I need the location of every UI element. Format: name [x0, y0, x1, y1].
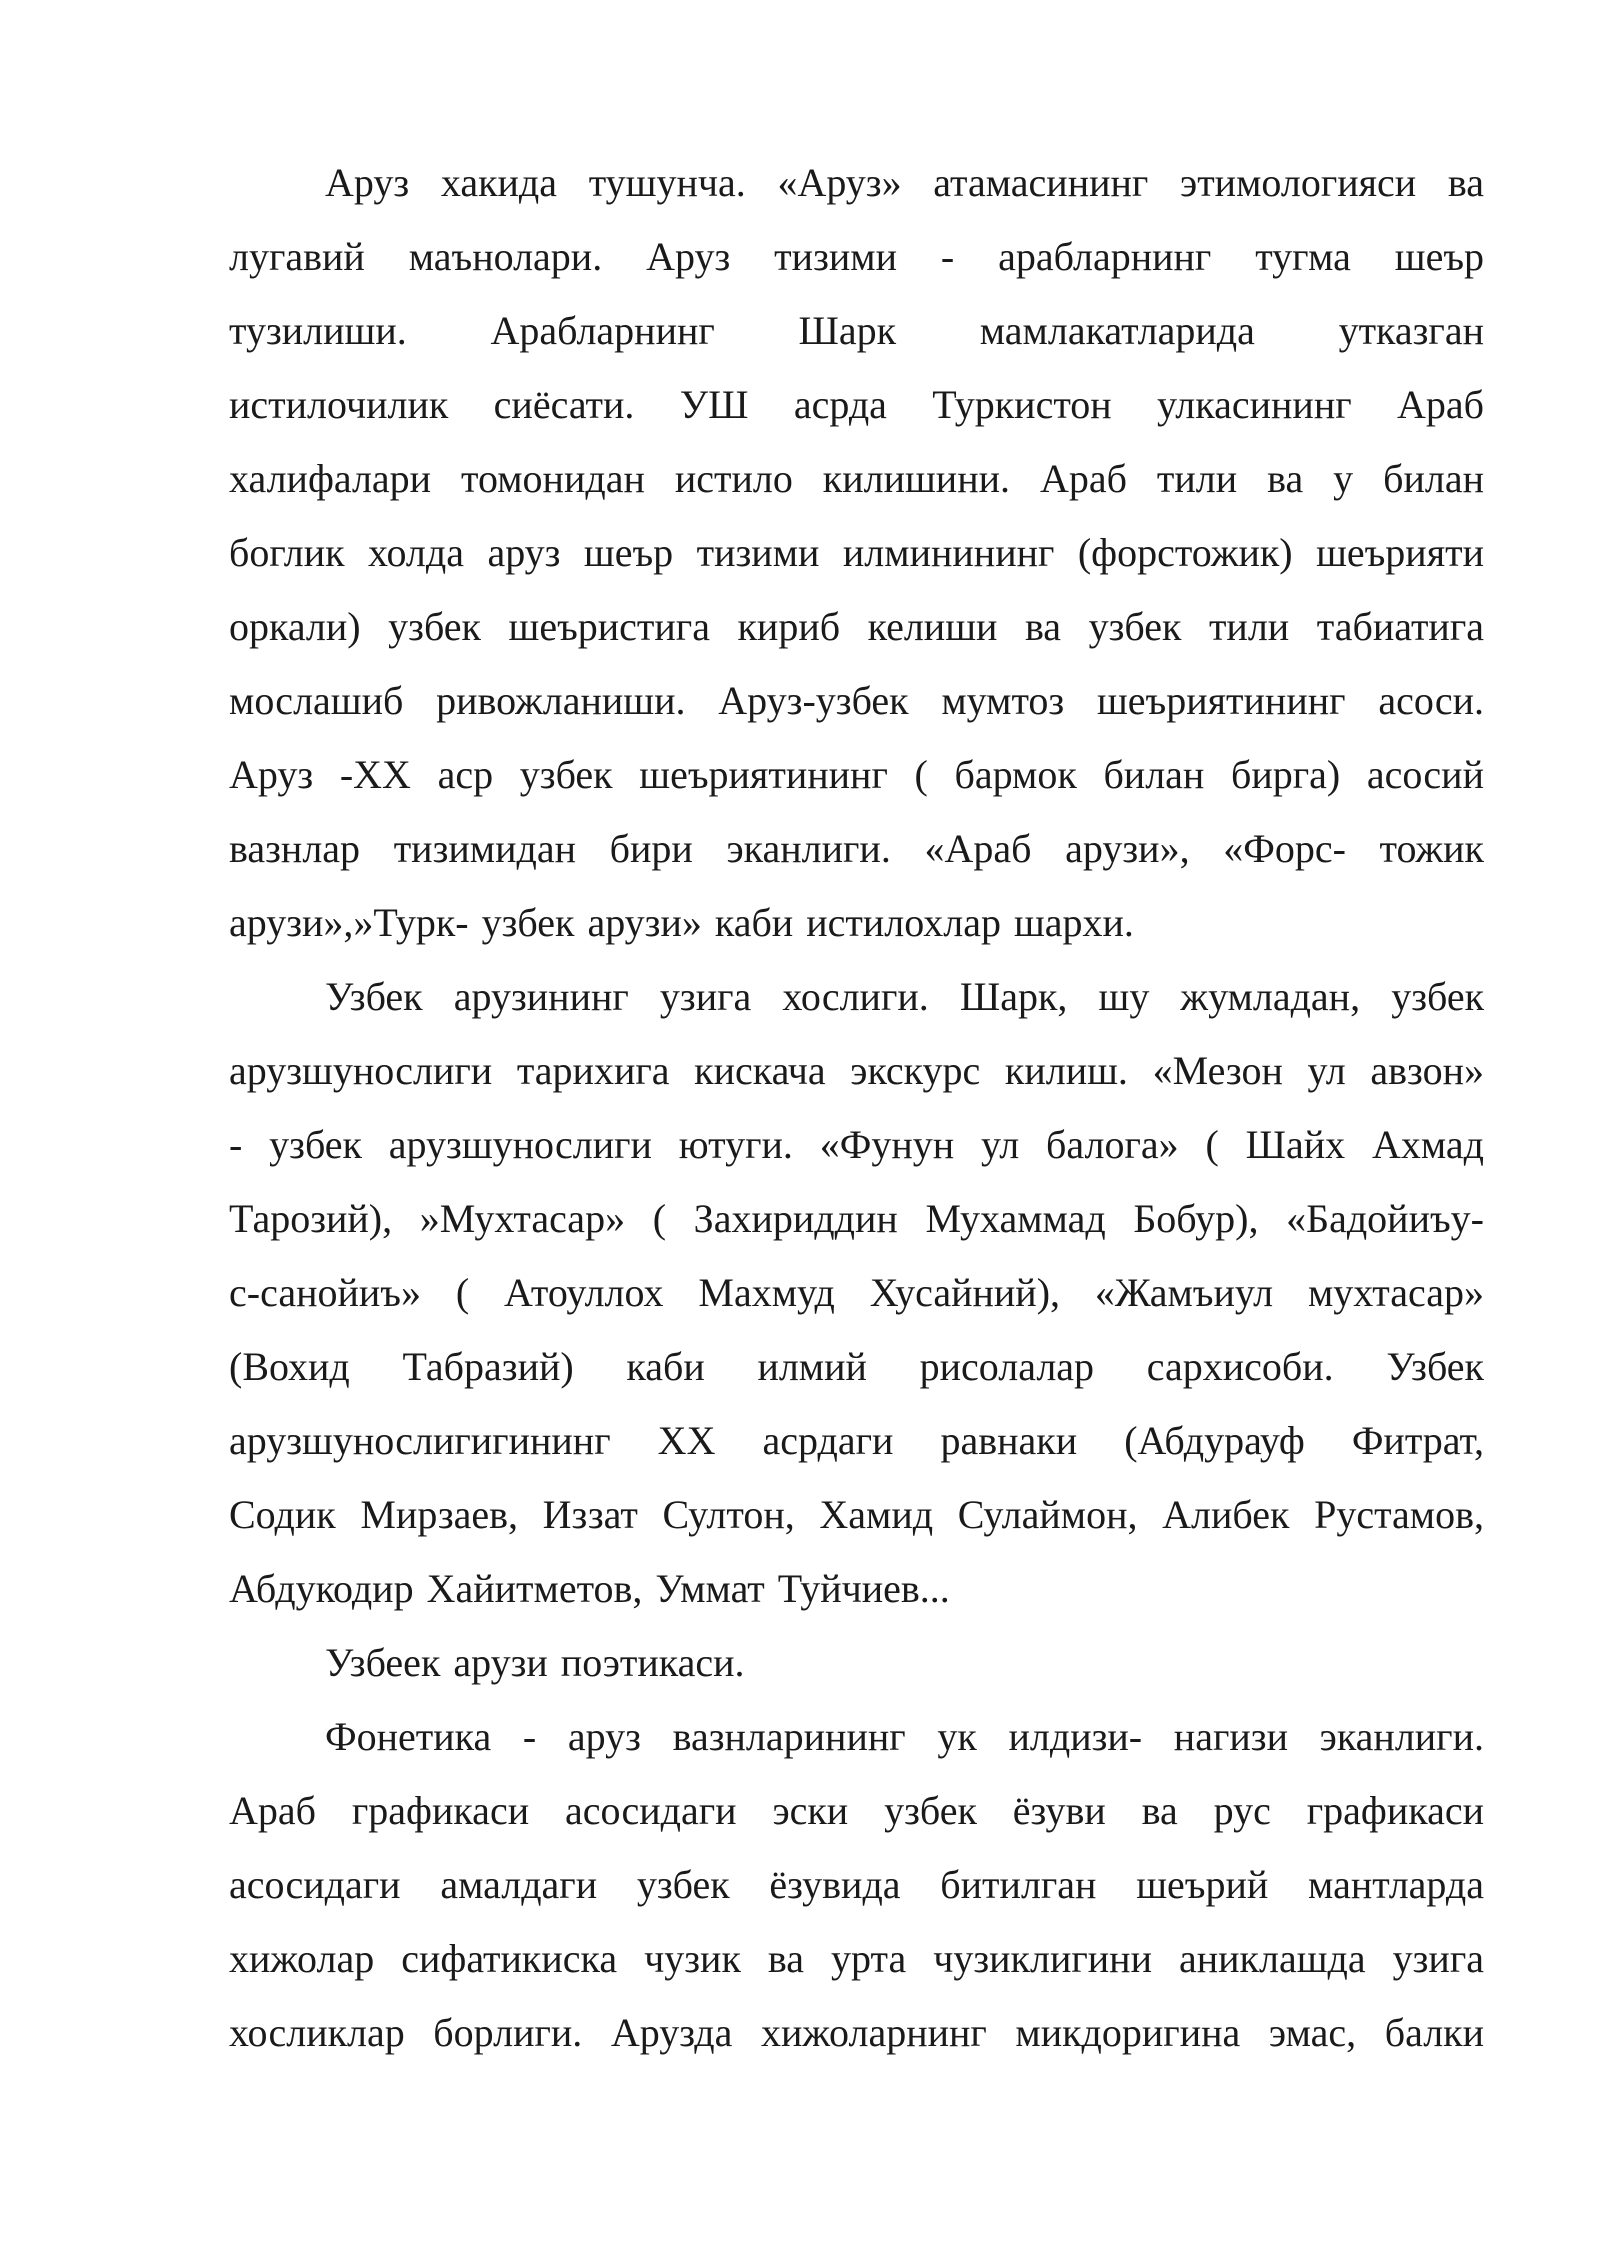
text-line: арузшунослигигининг XX асрдаги равнаки (Абдурауф Фитрат, [229, 1418, 1484, 1463]
paragraph-2 [229, 960, 1484, 1626]
text-line: лугавий маънолари. Аруз тизими - арабларнинг тугма шеър [229, 234, 1484, 279]
document-body [229, 146, 1484, 2070]
text-line: Узбеек арузи поэтикаси. [325, 1640, 745, 1685]
text-line: Аруз -XX аср узбек шеъриятининг ( бармок билан бирга) асосий [229, 752, 1484, 797]
text-line: Араб графикаси асосидаги эски узбек ёзуви ва рус графикаси [229, 1788, 1484, 1833]
text-line: - узбек арузшунослиги ютуги. «Фунун ул балога» ( Шайх Ахмад [229, 1122, 1484, 1167]
text-line: (Вохид Табразий) каби илмий рисолалар сархисоби. Узбек [229, 1344, 1484, 1389]
text-line: с-санойиъ» ( Атоуллох Махмуд Хусайний), «Жамъиул мухтасар» [229, 1270, 1484, 1315]
text-line: хижолар сифатикиска чузик ва урта чузиклигини аниклашда узига [229, 1936, 1484, 1981]
paragraph-4 [229, 1700, 1484, 2070]
text-line: оркали) узбек шеъристига кириб келиши ва узбек тили табиатига [229, 604, 1484, 649]
text-line: Аруз хакида тушунча. «Аруз» атамасининг этимологияси ва [325, 160, 1484, 205]
text-line: мослашиб ривожланиши. Аруз-узбек мумтоз шеъриятининг асоси. [229, 678, 1484, 723]
text-line: халифалари томонидан истило килишини. Араб тили ва у билан [229, 456, 1484, 501]
text-line: Тарозий), »Мухтасар» ( Захириддин Мухаммад Бобур), «Бадойиъу- [229, 1196, 1484, 1241]
text-line: тузилиши. Арабларнинг Шарк мамлакатларида утказган [229, 308, 1484, 353]
text-line: вазнлар тизимидан бири эканлиги. «Араб арузи», «Форс- тожик [229, 826, 1484, 871]
text-line: арузи»,»Турк- узбек арузи» каби истилохлар шархи. [229, 900, 1134, 945]
text-line: Узбек арузининг узига хослиги. Шарк, шу жумладан, узбек [325, 974, 1484, 1019]
text-line: хосликлар борлиги. Арузда хижоларнинг микдоригина эмас, балки [229, 2010, 1484, 2055]
text-line: Абдукодир Хайитметов, Уммат Туйчиев... [229, 1566, 950, 1611]
text-line: истилочилик сиёсати. УШ асрда Туркистон улкасининг Араб [229, 382, 1484, 427]
text-line: Содик Мирзаев, Иззат Султон, Хамид Сулаймон, Алибек Рустамов, [229, 1492, 1484, 1537]
text-line: асосидаги амалдаги узбек ёзувида битилган шеърий мантларда [229, 1862, 1484, 1907]
text-line: Фонетика - аруз вазнларининг ук илдизи- нагизи эканлиги. [325, 1714, 1484, 1759]
text-line: арузшунослиги тарихига кискача экскурс килиш. «Мезон ул авзон» [229, 1048, 1484, 1093]
paragraph-1 [229, 146, 1484, 960]
paragraph-3 [229, 1626, 1484, 1700]
text-line: боглик холда аруз шеър тизими илминининг (форстожик) шеърияти [229, 530, 1484, 575]
